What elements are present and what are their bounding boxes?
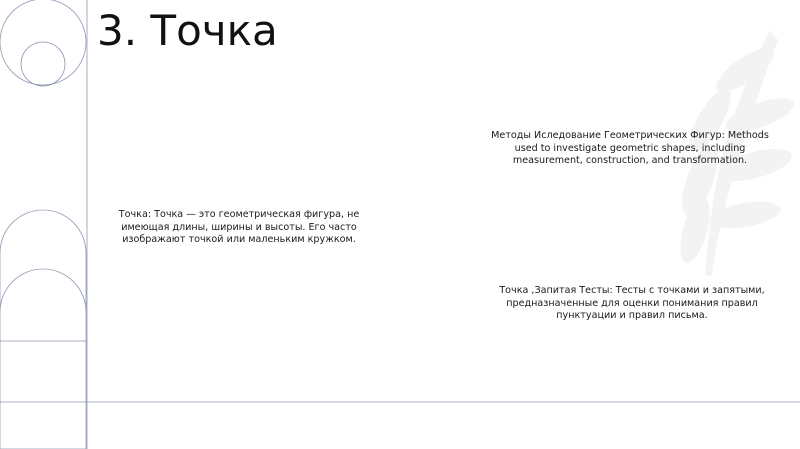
- methods-text-block: Методы Иследование Геометрических Фигур: Methods used to investigate geometric shapes, including measurement, construction, and transformation.: [491, 130, 769, 166]
- slide-title: 3. Точка: [97, 6, 278, 55]
- point-text-block: Точка: Точка — это геометрическая фигура, не имеющая длины, ширины и высоты. Его часто изображают точкой или маленьким кружком.: [118, 209, 360, 245]
- tests-text-block: Точка ,Запитая Тесты: Тесты с точками и запятыми, предназначенные для оценки понимания правил пунктуации и правил письма.: [499, 285, 765, 321]
